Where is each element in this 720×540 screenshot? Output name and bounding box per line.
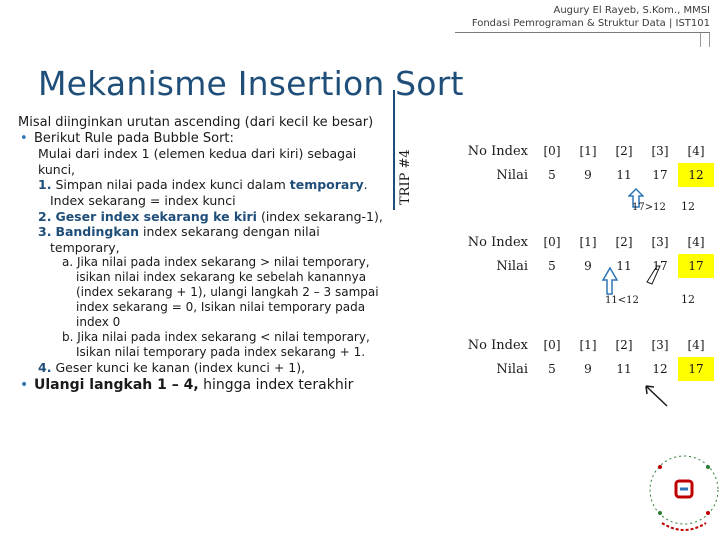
repeat-text-b: hingga index terakhir	[203, 376, 354, 393]
repeat-line	[18, 378, 388, 394]
value-cell: 9	[584, 168, 592, 182]
value-cell: 5	[548, 168, 556, 182]
comparison-note: 17>12	[632, 202, 666, 213]
value-row	[450, 357, 714, 381]
index-cell: [1]	[579, 338, 597, 352]
array-table-1	[450, 139, 714, 187]
array-table-2	[450, 230, 714, 278]
rule-line	[18, 131, 388, 147]
step-3a: a. Jika nilai pada index sekarang > nilai temporary, isikan nilai index sekarang ke sebelah kanannya (index sekarang + 1), ulangi langkah 2 – 3 sampai index sekarang = 0, Isikan nilai temporary pada index 0	[62, 255, 379, 330]
step-4-number: 4.	[38, 360, 52, 376]
index-label: No Index	[467, 234, 528, 250]
value-cell-highlighted: 17	[678, 254, 714, 278]
step-1-number: 1.	[38, 177, 52, 193]
temp-value: 12	[681, 293, 695, 306]
value-cell: 5	[548, 362, 556, 376]
index-cell: [0]	[543, 338, 561, 352]
index-cell: [4]	[687, 235, 705, 249]
bullet-icon: •	[20, 130, 28, 146]
step-3b: b. Jika nilai pada index sekarang < nilai temporary, Isikan nilai temporary pada index sekarang + 1.	[62, 330, 370, 360]
array-table-3	[450, 333, 714, 381]
course-name: Fondasi Pemrograman & Struktur Data | IST101	[471, 18, 710, 29]
step-1-text-c: . Index sekarang = index kunci	[50, 177, 368, 208]
step-4-text: Geser kunci ke kanan (index kunci + 1),	[55, 360, 306, 376]
value-cell: 11	[616, 362, 632, 376]
step-1-text-a: Simpan nilai pada index kunci dalam	[55, 177, 286, 193]
university-logo	[642, 445, 720, 540]
value-cell: 11	[616, 168, 632, 182]
comparison-note: 11<12	[605, 295, 639, 306]
index-cell: [1]	[579, 144, 597, 158]
repeat-text-a: Ulangi langkah 1 – 4,	[34, 376, 199, 393]
index-cell: [3]	[651, 235, 669, 249]
value-cell: 12	[652, 362, 668, 376]
index-cell: [3]	[651, 338, 669, 352]
index-row	[450, 333, 714, 357]
index-cell: [2]	[615, 144, 633, 158]
index-cell: [0]	[543, 144, 561, 158]
index-cell: [3]	[651, 144, 669, 158]
step-3-text-a: Bandingkan	[55, 224, 140, 240]
step-4	[18, 360, 388, 376]
bullet-icon-2: •	[20, 376, 29, 393]
value-label: Nilai	[496, 361, 528, 377]
step-2-text-a: Geser index sekarang ke kiri	[55, 208, 257, 224]
index-cell: [4]	[687, 144, 705, 158]
value-label: Nilai	[496, 167, 528, 183]
index-row	[450, 139, 714, 163]
value-row	[450, 254, 714, 278]
index-row	[450, 230, 714, 254]
temp-value: 12	[681, 200, 695, 213]
step-1-text-b: temporary	[289, 177, 364, 193]
trip-label: TRIP #4	[398, 149, 413, 205]
value-cell: 5	[548, 259, 556, 273]
pointer-arrow-icon	[640, 380, 670, 410]
index-cell: [2]	[615, 235, 633, 249]
header-accent-bar	[700, 33, 710, 47]
step-2-number: 2.	[38, 208, 52, 224]
start-text: Mulai dari index 1 (elemen kedua dari kiri) sebagai kunci,	[38, 146, 357, 177]
value-cell: 9	[584, 362, 592, 376]
value-row	[450, 163, 714, 187]
content-text	[18, 115, 388, 394]
value-cell: 17	[652, 259, 668, 273]
step-3-text-b: index sekarang dengan nilai temporary,	[50, 224, 320, 255]
value-label: Nilai	[496, 258, 528, 274]
value-cell: 11	[616, 259, 632, 273]
author-name: Augury El Rayeb, S.Kom., MMSI	[553, 5, 710, 16]
intro-text: Misal diinginkan urutan ascending (dari kecil ke besar)	[18, 115, 374, 130]
index-label: No Index	[467, 143, 528, 159]
step-3-number: 3.	[38, 224, 52, 240]
slide-title: Mekanisme Insertion Sort	[38, 64, 464, 103]
step-1	[18, 177, 388, 208]
index-cell: [1]	[579, 235, 597, 249]
value-cell: 9	[584, 259, 592, 273]
value-cell: 17	[652, 168, 668, 182]
index-cell: [2]	[615, 338, 633, 352]
step-2-text-b: (index sekarang-1),	[260, 208, 383, 224]
index-cell: [0]	[543, 235, 561, 249]
header-divider	[455, 32, 710, 33]
index-cell: [4]	[687, 338, 705, 352]
step-2	[18, 209, 388, 225]
value-cell-highlighted: 12	[678, 163, 714, 187]
index-label: No Index	[467, 337, 528, 353]
rule-text: Berikut Rule pada Bubble Sort:	[34, 130, 234, 146]
slide-header	[472, 4, 710, 30]
step-3	[18, 224, 388, 255]
value-cell-highlighted: 17	[678, 357, 714, 381]
